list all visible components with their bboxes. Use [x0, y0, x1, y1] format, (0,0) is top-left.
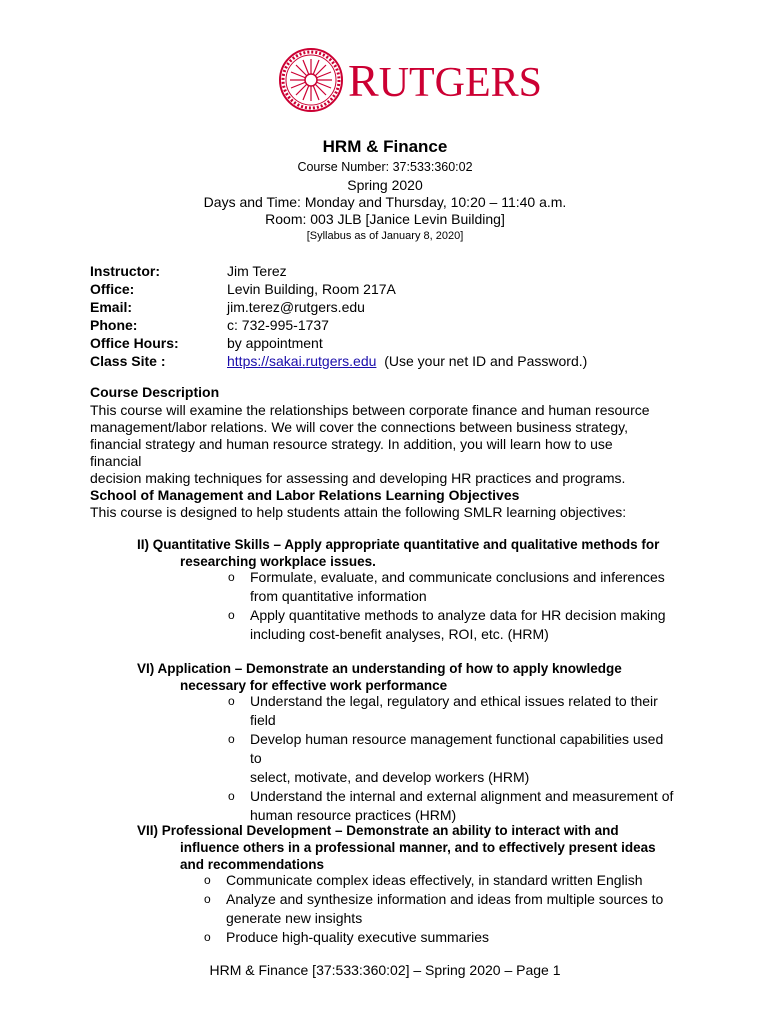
email-address: jim.terez@rutgers.edu [227, 299, 365, 315]
class-site [227, 352, 587, 370]
page-footer: HRM & Finance [37:533:360:02] – Spring 2020 – Page 1 [209, 962, 561, 978]
room: Room: 003 JLB [Janice Levin Building] [265, 211, 505, 227]
office-location: Levin Building, Room 217A [227, 281, 396, 297]
bullet-text: Apply quantitative methods to analyze data for HR decision making [250, 607, 666, 623]
list-item [228, 606, 678, 644]
phone-number: c: 732-995-1737 [227, 317, 329, 333]
course-term: Spring 2020 [347, 177, 423, 193]
bullet-text: Formulate, evaluate, and communicate conclusions and inferences [250, 569, 665, 585]
bullet-marker: o [228, 570, 235, 584]
wordmark-initial: R [348, 55, 379, 106]
objective-professional-bullets [204, 871, 674, 947]
email-label: Email: [90, 299, 133, 315]
bullet-text: Understand the internal and external alignment and measurement of [250, 788, 674, 804]
list-item [204, 928, 674, 947]
list-item [228, 787, 678, 825]
bullet-marker: o [204, 873, 211, 887]
instructor-label: Instructor: [90, 263, 160, 279]
office-hours-label: Office Hours: [90, 335, 179, 351]
syllabus-date: [Syllabus as of January 8, 2020] [306, 230, 464, 242]
objective-application-bullets [228, 692, 678, 825]
course-number: Course Number: 37:533:360:02 [297, 160, 473, 174]
instructor-name: Jim Terez [227, 263, 287, 279]
objectives-intro: This course is designed to help students attain the following SMLR learning objectives: [90, 504, 627, 520]
bullet-marker: o [204, 892, 211, 906]
bullet-marker: o [228, 694, 235, 708]
bullet-text: Understand the legal, regulatory and ethical issues related to their [250, 693, 658, 709]
sakai-link[interactable]: https://sakai.rutgers.edu [227, 353, 377, 369]
description-line: decision making techniques for assessing and developing HR practices and programs. [90, 470, 626, 486]
bullet-text: human resource practices (HRM) [250, 807, 457, 823]
list-item [204, 871, 674, 890]
bullet-marker: o [228, 608, 235, 622]
description-line: financial strategy and human resource strategy. In addition, you will learn how to use financial [90, 436, 613, 469]
list-item [228, 730, 678, 787]
objective-title-cont: researching workplace issues. [180, 554, 376, 569]
objective-title: VI) Application – Demonstrate an understanding of how to apply knowledge [137, 661, 622, 676]
bullet-text: Develop human resource management functional capabilities used to [250, 731, 664, 766]
rutgers-wordmark [348, 55, 543, 106]
course-description-text [90, 402, 650, 487]
class-site-label: Class Site : [90, 353, 166, 369]
objective-title: VII) Professional Development – Demonstrate an ability to interact with and [137, 823, 619, 838]
objective-title: II) Quantitative Skills – Apply appropriate quantitative and qualitative methods for [137, 537, 660, 552]
objective-quantitative-skills [137, 536, 682, 570]
office-hours: by appointment [227, 335, 323, 351]
bullet-text: generate new insights [226, 910, 363, 926]
class-site-note: (Use your net ID and Password.) [384, 353, 588, 369]
objective-title-cont: necessary for effective work performance [180, 678, 448, 693]
days-and-time: Days and Time: Monday and Thursday, 10:20 – 11:40 a.m. [203, 194, 567, 210]
description-line: This course will examine the relationships between corporate finance and human resource [90, 402, 650, 418]
description-line: management/labor relations. We will cover the connections between business strategy, [90, 419, 628, 435]
bullet-text: select, motivate, and develop workers (HRM) [250, 769, 530, 785]
list-item [228, 568, 678, 606]
bullet-text: including cost-benefit analyses, ROI, etc. (HRM) [250, 626, 549, 642]
bullet-text: field [250, 712, 276, 728]
rutgers-logo [278, 47, 543, 113]
bullet-text: from quantitative information [250, 588, 427, 604]
office-label: Office: [90, 281, 135, 297]
objective-quantitative-bullets [228, 568, 678, 644]
course-description-heading: Course Description [90, 384, 220, 400]
objective-title-cont: and recommendations [180, 857, 325, 872]
bullet-marker: o [204, 930, 211, 944]
objective-title-cont: influence others in a professional manner, and to effectively present ideas [180, 840, 656, 855]
bullet-marker: o [228, 732, 235, 746]
wordmark-rest: UTGERS [378, 60, 543, 106]
phone-label: Phone: [90, 317, 138, 333]
course-title: HRM & Finance [322, 137, 448, 156]
rutgers-seal-icon [278, 47, 344, 113]
list-item [204, 890, 674, 928]
bullet-text: Communicate complex ideas effectively, in standard written English [226, 872, 643, 888]
bullet-marker: o [228, 789, 235, 803]
objective-application [137, 660, 682, 694]
bullet-text: Produce high-quality executive summaries [226, 929, 490, 945]
objective-professional-development [137, 822, 682, 873]
objectives-heading: School of Management and Labor Relations Learning Objectives [90, 487, 520, 503]
bullet-text: Analyze and synthesize information and ideas from multiple sources to [226, 891, 664, 907]
list-item [228, 692, 678, 730]
